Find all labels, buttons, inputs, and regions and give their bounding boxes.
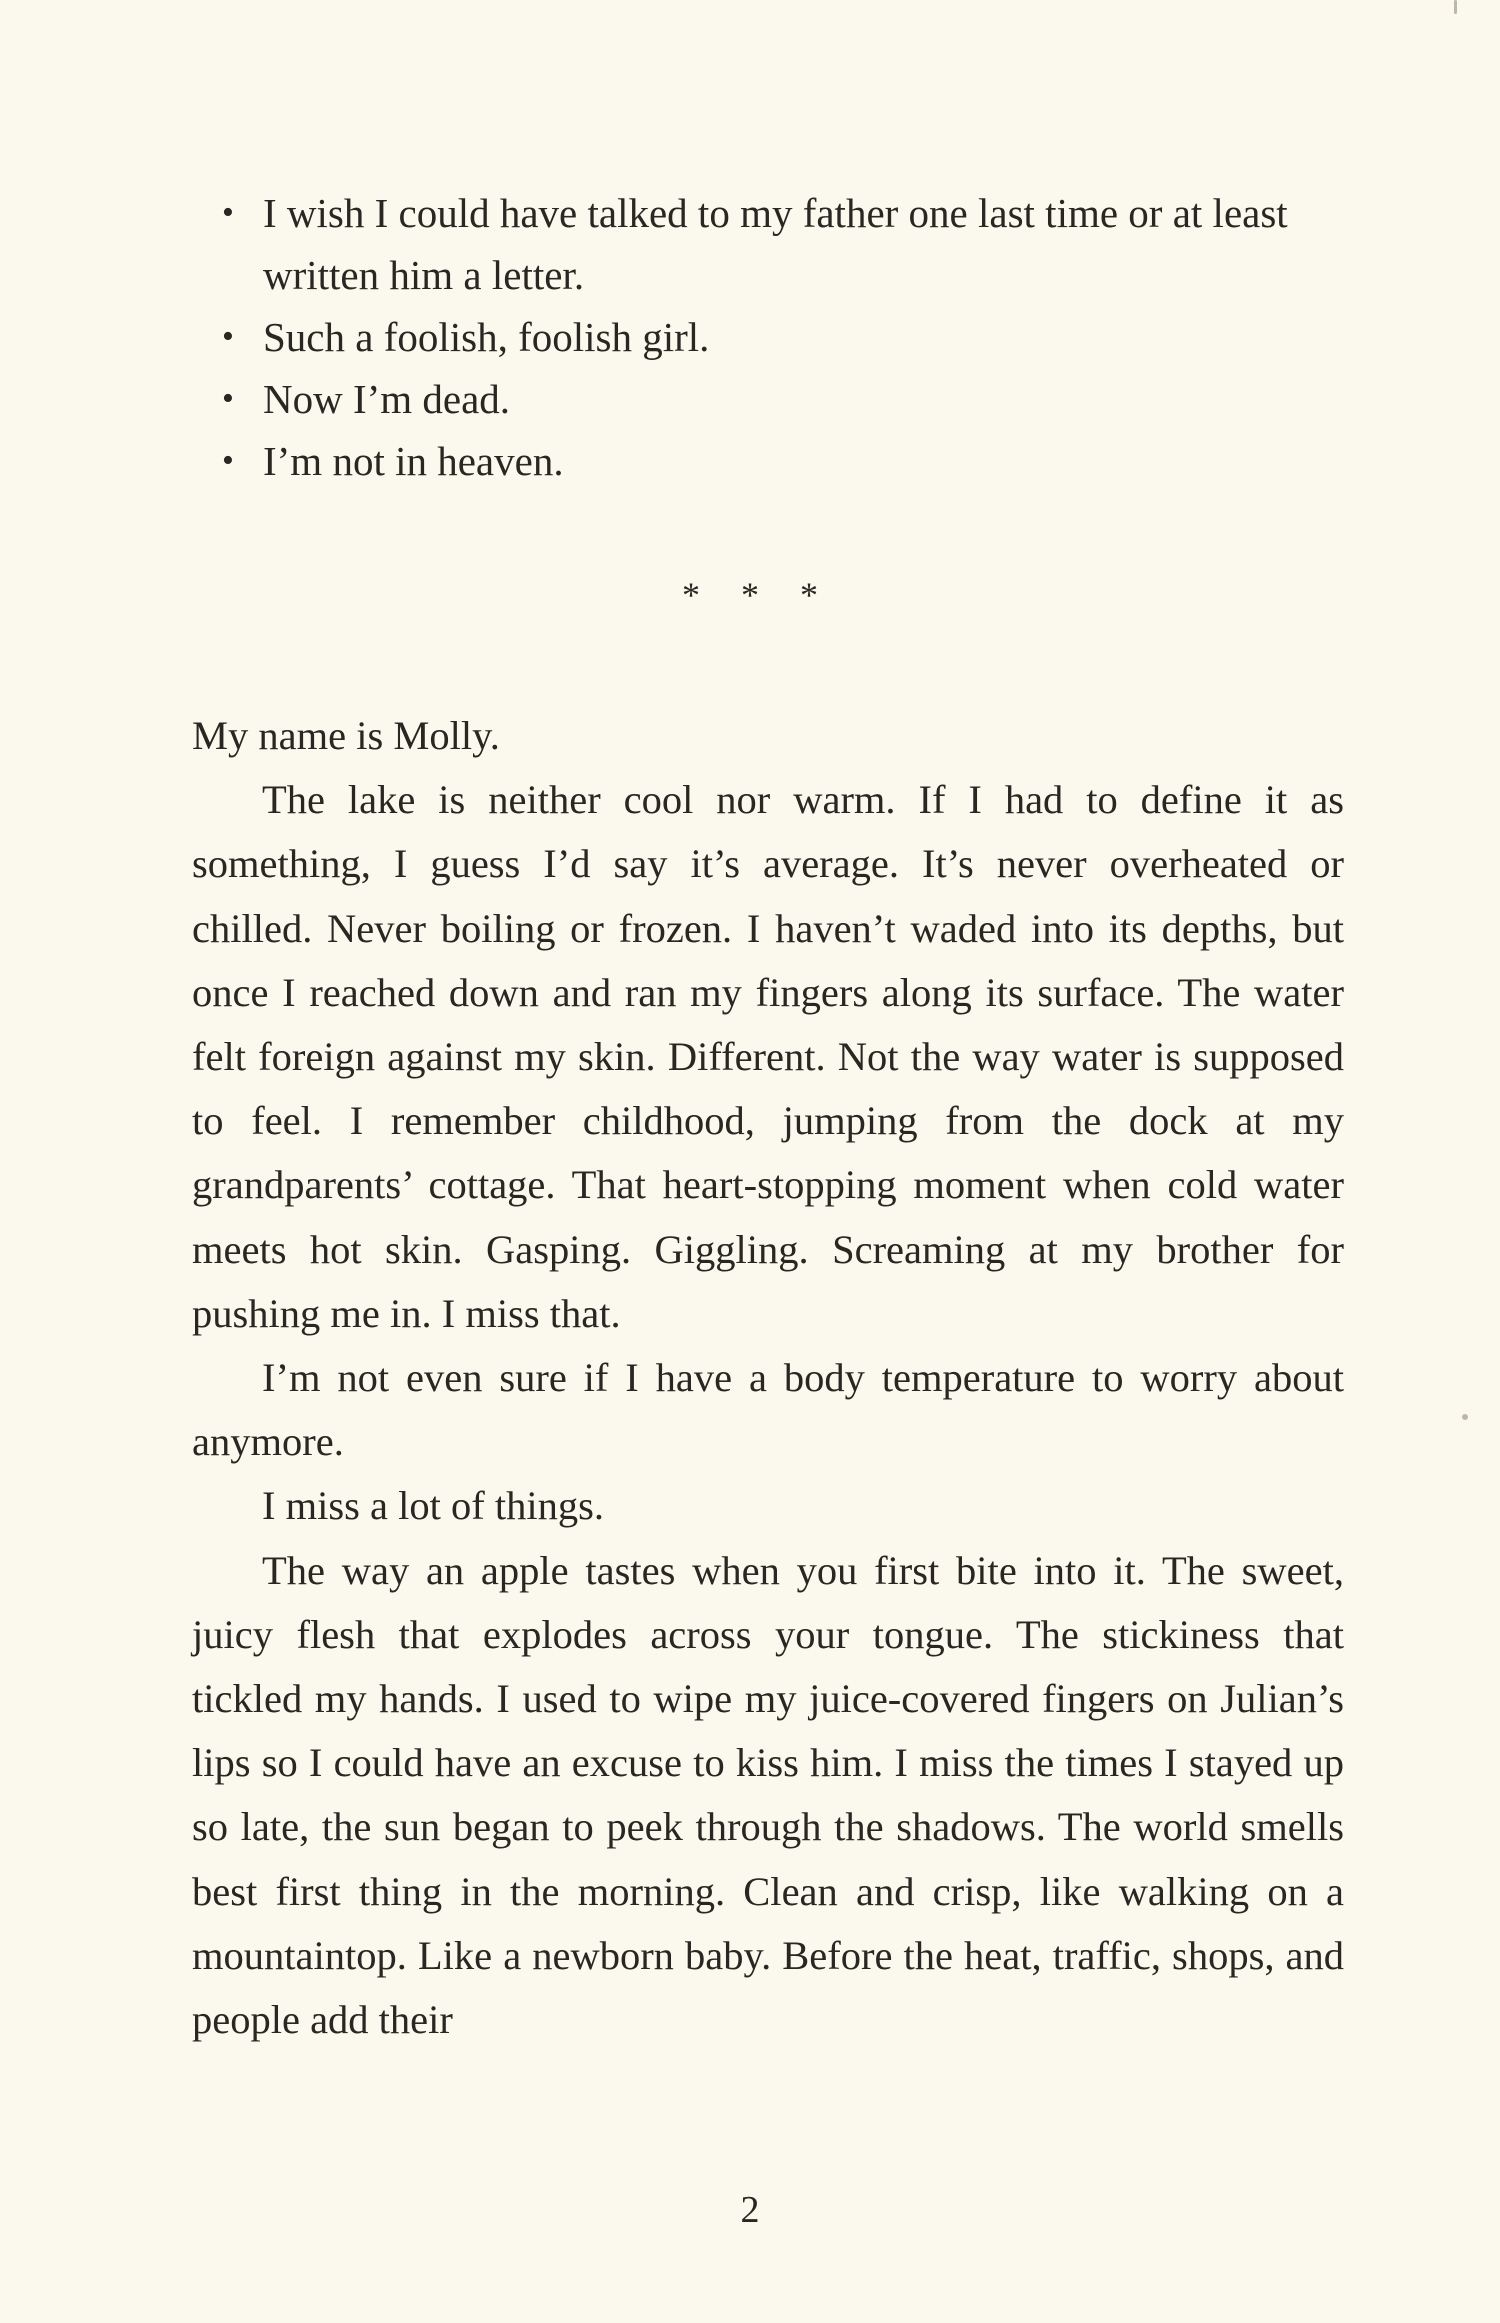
bullet-text: Such a foolish, foolish girl. — [263, 314, 710, 360]
paragraph: The lake is neither cool nor warm. If I had to define it as something, I guess I’d say it’s average. It’s never overheated or chilled. Never boiling or frozen. I haven’t waded into its depths, but once I reached down and ran my fingers along its surface. The water felt foreign against my skin. Different. Not the way water is supposed to feel. I remember childhood, jumping from the dock at my grandparents’ cottage. That heart-stopping moment when cold water meets hot skin. Gasping. Giggling. Screaming at my brother for pushing me in. I miss that. — [192, 777, 1344, 1336]
bullet-text: I’m not in heaven. — [263, 438, 564, 484]
bullet-text: I wish I could have talked to my father one last time or at least written him a letter. — [263, 190, 1288, 298]
section-break: * * * — [682, 575, 834, 615]
bullet-text: Now I’m dead. — [263, 376, 511, 422]
bullet-item — [220, 182, 1360, 306]
bullet-icon: • — [222, 318, 234, 355]
paper-speck — [1462, 1414, 1468, 1420]
page-number: 2 — [740, 2189, 760, 2231]
paper-speck — [1454, 0, 1457, 14]
body-text — [192, 704, 1344, 2052]
bullet-item — [220, 306, 1360, 368]
bullet-item — [220, 368, 1360, 430]
paragraph: The way an apple tastes when you first bite into it. The sweet, juicy flesh that explodes across your tongue. The stickiness that tickled my hands. I used to wipe my juice-covered fingers on Julian’s lips so I could have an excuse to kiss him. I miss the times I stayed up so late, the sun began to peek through the shadows. The world smells best first thing in the morning. Clean and crisp, like walking on a mountaintop. Like a newborn baby. Before the heat, traffic, shops, and people add their — [192, 1547, 1344, 2043]
bullet-list — [220, 182, 1360, 492]
bullet-icon: • — [222, 380, 234, 417]
bullet-icon: • — [222, 194, 234, 231]
paragraph: I miss a lot of things. — [262, 1483, 604, 1529]
bullet-item — [220, 430, 1360, 492]
paragraph: My name is Molly. — [192, 713, 500, 758]
bullet-icon: • — [222, 442, 234, 479]
paragraph: I’m not even sure if I have a body temperature to worry about anymore. — [192, 1355, 1344, 1465]
